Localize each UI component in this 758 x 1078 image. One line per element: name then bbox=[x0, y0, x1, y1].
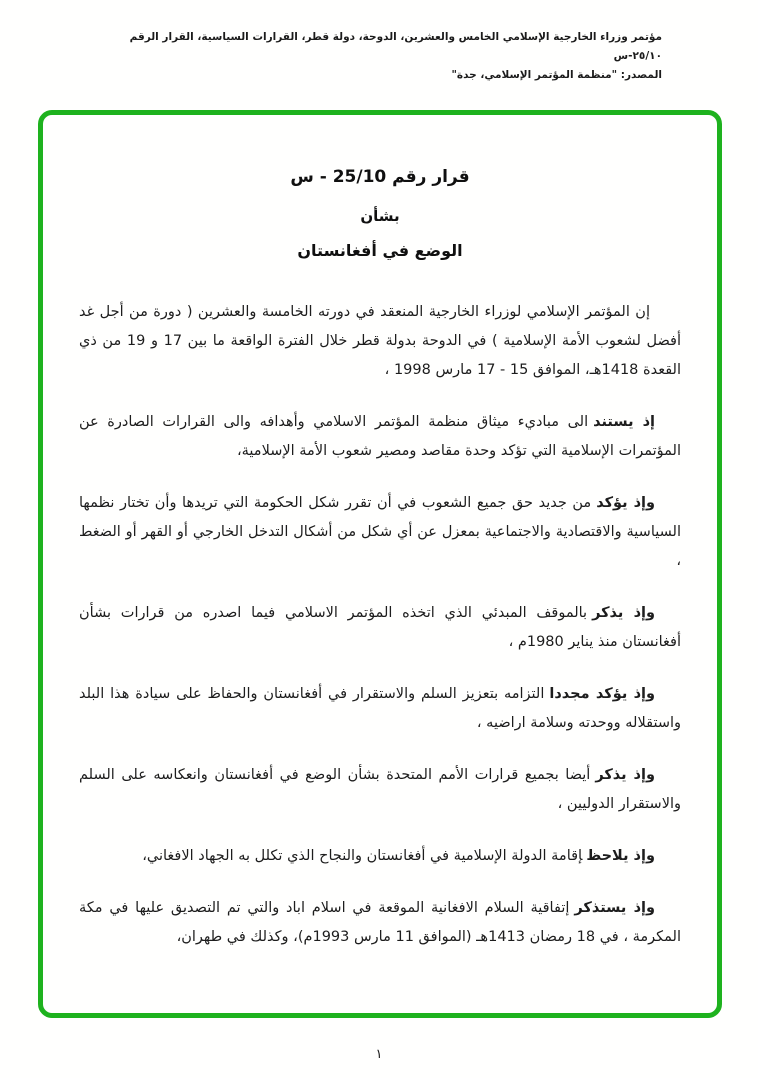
paragraph-lead: وإذ يؤكد مجددا bbox=[549, 686, 655, 702]
paragraph-reaffirming-rights bbox=[79, 489, 681, 576]
page-number: ١ bbox=[375, 1047, 383, 1062]
paragraph-text: إن المؤتمر الإسلامي لوزراء الخارجية المنعقد في دورته الخامسة والعشرين ( دورة من أجل غد أفضل لشعوب الأمة الإسلامية ) في الدوحة بدولة قطر خلال الفترة الواقعة ما بين 17 و 19 من ذي القعدة 1418هـ، الموافق 15 - 17 مارس 1998 ، bbox=[79, 304, 681, 378]
resolution-subject-title: الوضع في أفغانستان bbox=[297, 241, 463, 260]
paragraph-text: الى مباديء ميثاق منظمة المؤتمر الاسلامي وأهدافه والى القرارات الصادرة عن المؤتمرات الإسلامية التي تؤكد وحدة مقاصد ومصير شعوب الأمة الإسلامية، bbox=[79, 414, 681, 459]
paragraph-recalling-un-resolutions bbox=[79, 761, 681, 819]
paragraph-lead: وإذ يؤكد bbox=[596, 495, 655, 511]
paragraph-text: إقامة الدولة الإسلامية في أفغانستان والنجاح الذي تكلل به الجهاد الافغاني، bbox=[142, 848, 583, 864]
paragraph-text: بالموقف المبدئي الذي اتخذه المؤتمر الاسلامي فيما اصدره من قرارات بشأن أفغانستان منذ يناير 1980م ، bbox=[79, 605, 681, 650]
paragraph-lead: وإذ يستذكر bbox=[574, 900, 656, 916]
paragraph-text: أيضا بجميع قرارات الأمم المتحدة بشأن الوضع في أفغانستان وانعكاسه على السلم والاستقرار الدوليين ، bbox=[79, 767, 681, 812]
resolution-title-block bbox=[77, 167, 683, 260]
resolution-body bbox=[77, 298, 683, 952]
paragraph-lead: إذ يستند bbox=[593, 414, 655, 430]
paragraph-lead: وإذ يلاحظ bbox=[587, 848, 655, 864]
paragraph-text: من جديد حق جميع الشعوب في أن تقرر شكل الحكومة التي تريدها وأن تختار نظمها السياسية والاقتصادية والاجتماعية بمعزل عن أي شكل من أشكال التدخل الخارجي أو القهر أو الضغط ، bbox=[79, 495, 681, 569]
paragraph-recalling-charter bbox=[79, 408, 681, 466]
paragraph-text: إتفاقية السلام الافغانية الموقعة في اسلام اباد والتي تم التصديق عليها في مكة المكرمة ، في 18 رمضان 1413هـ (الموافق 11 مارس 1993م)، وكذلك في طهران، bbox=[79, 900, 681, 945]
paragraph-recalling-position bbox=[79, 599, 681, 657]
document-header bbox=[96, 28, 662, 85]
header-source-line: المصدر: "منظمة المؤتمر الإسلامي، جدة" bbox=[451, 69, 662, 81]
paragraph-text: التزامه بتعزيز السلم والاستقرار في أفغانستان والحفاظ على سيادة هذا البلد واستقلاله ووحدته وسلامة اراضيه ، bbox=[79, 686, 681, 731]
paragraph-lead: وإذ يذكر bbox=[592, 605, 655, 621]
resolution-subject-label: بشأن bbox=[360, 207, 400, 225]
paragraph-lead: وإذ يذكر bbox=[595, 767, 655, 783]
paragraph-noting-islamic-state bbox=[79, 842, 681, 871]
paragraph-reaffirming-commitment bbox=[79, 680, 681, 738]
green-border-frame bbox=[38, 110, 722, 1018]
paragraph-recalling-peace-accord bbox=[79, 894, 681, 952]
header-citation-line: مؤتمر وزراء الخارجية الإسلامي الخامس والعشرين، الدوحة، دولة قطر، القرارات السياسية، القرار الرقم ٢٥/١٠-س bbox=[129, 31, 662, 62]
resolution-number: قرار رقم 25/10 - س bbox=[290, 167, 470, 187]
paragraph-preamble bbox=[79, 298, 681, 385]
